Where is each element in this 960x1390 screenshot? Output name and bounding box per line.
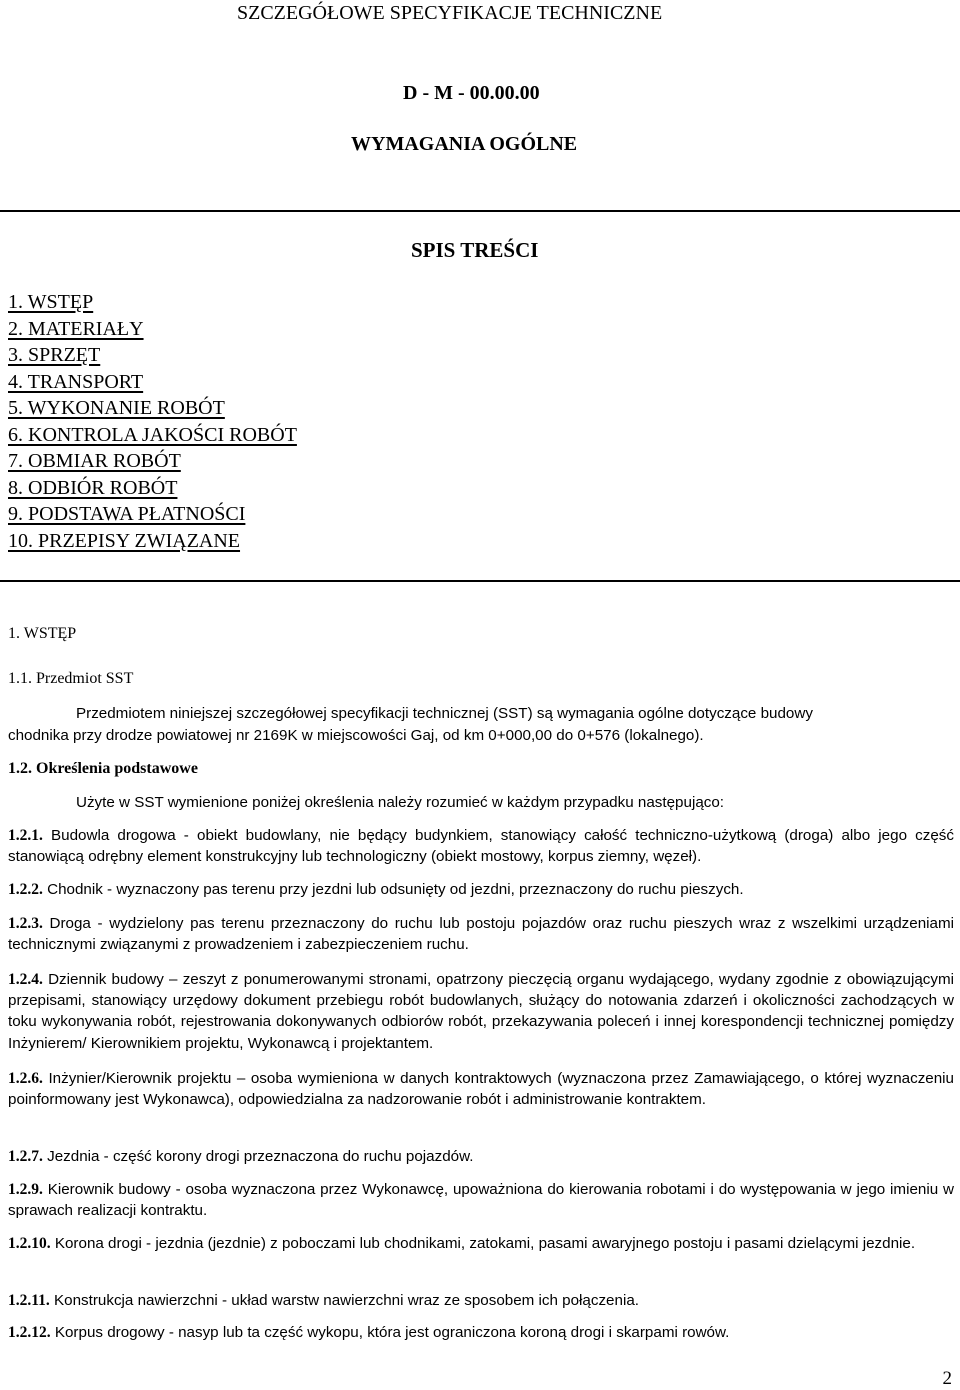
definition-text: Chodnik - wyznaczony pas terenu przy jezdni lub odsunięty od jezdni, przeznaczony do ruchu pieszych. bbox=[47, 881, 744, 898]
toc-item[interactable]: 5. WYKONANIE ROBÓT bbox=[8, 397, 225, 419]
definition-number: 1.2.3. bbox=[8, 915, 43, 932]
definition-item bbox=[8, 1290, 639, 1311]
toc-item[interactable]: 8. ODBIÓR ROBÓT bbox=[8, 476, 178, 499]
definition-text: Kierownik budowy - osoba wyznaczona przez Wykonawcę, upoważniona do kierowania robotami i do występowania w jego imieniu w sprawach realizacji kontraktu. bbox=[8, 1181, 954, 1220]
definition-text: Konstrukcja nawierzchni - układ warstw nawierzchni wraz ze sposobem ich połączenia. bbox=[54, 1292, 639, 1309]
definition-item bbox=[8, 1146, 473, 1167]
toc-item[interactable]: 7. OBMIAR ROBÓT bbox=[8, 450, 181, 472]
definition-item bbox=[8, 1179, 954, 1221]
definition-item bbox=[8, 1233, 954, 1254]
top-divider bbox=[0, 210, 960, 212]
section-heading-1: 1. WSTĘP bbox=[8, 625, 77, 642]
toc-title: SPIS TREŚCI bbox=[411, 238, 539, 262]
definition-text: Korpus drogowy - nasyp lub ta część wykopu, która jest ograniczona koroną drogi i skarpami rowów. bbox=[54, 1324, 730, 1341]
toc-item[interactable]: 10. PRZEPISY ZWIĄZANE bbox=[8, 529, 241, 552]
page-number: 2 bbox=[942, 1368, 952, 1389]
section-heading-1-1: 1.1. Przedmiot SST bbox=[8, 670, 134, 687]
definition-number: 1.2.12. bbox=[8, 1324, 51, 1341]
toc-item[interactable]: 6. KONTROLA JAKOŚCI ROBÓT bbox=[8, 423, 297, 446]
subject-text-line2: chodnika przy drodze powiatowej nr 2169K w miejscowości Gaj, od km 0+000,00 do 0+576 (lokalnego). bbox=[8, 727, 704, 744]
definition-item bbox=[8, 1068, 954, 1110]
definition-text: Jezdnia - część korony drogi przeznaczona do ruchu pojazdów. bbox=[47, 1148, 474, 1165]
section-heading-1-2: 1.2. Określenia podstawowe bbox=[8, 760, 198, 777]
definition-number: 1.2.6. bbox=[8, 1070, 43, 1087]
toc-item[interactable]: 2. MATERIAŁY bbox=[8, 317, 144, 340]
definition-text: Dziennik budowy – zeszyt z ponumerowanymi stronami, opatrzony pieczęcią organu wydającego, wydany zgodnie z obowiązującymi przepisami, stanowiący urzędowy dokument przebiegu robót budowlanych, służący do notowania zdarzeń i okoliczności zachodzących w toku wykonywania robót, rejestrowania dokonywanych odbiorów robót, przekazywania poleceń i innej korespondencji technicznej pomiędzy Inżynierem/ Kierownikiem projektu, Wykonawcą i projektantem. bbox=[8, 971, 954, 1052]
document-title: SZCZEGÓŁOWE SPECYFIKACJE TECHNICZNE bbox=[237, 2, 663, 24]
toc-item[interactable]: 9. PODSTAWA PŁATNOŚCI bbox=[8, 503, 246, 525]
definition-number: 1.2.9. bbox=[8, 1181, 43, 1198]
definitions-intro: Użyte w SST wymienione poniżej określenia należy rozumieć w każdym przypadku następująco: bbox=[76, 794, 725, 811]
toc-divider bbox=[0, 580, 960, 582]
definition-item bbox=[8, 1322, 729, 1343]
subject-text-line1: Przedmiotem niniejszej szczegółowej specyfikacji technicznej (SST) są wymagania ogólne dotyczące budowy bbox=[76, 705, 813, 722]
definition-item bbox=[8, 825, 954, 867]
definition-number: 1.2.2. bbox=[8, 881, 43, 898]
definition-item bbox=[8, 913, 954, 955]
definition-item bbox=[8, 879, 744, 900]
definition-text: Korona drogi - jezdnia (jezdnie) z poboczami lub chodnikami, zatokami, pasami awaryjnego postoju i pasami dzielącymi jezdnie. bbox=[54, 1235, 916, 1252]
toc-list bbox=[8, 289, 297, 554]
definition-item bbox=[8, 969, 954, 1054]
toc-item[interactable]: 1. WSTĘP bbox=[8, 291, 94, 313]
document-subtitle: WYMAGANIA OGÓLNE bbox=[351, 133, 578, 155]
definition-text: Inżynier/Kierownik projektu – osoba wymieniona w danych kontraktowych (wyznaczona przez Zamawiającego, o której wyznaczeniu poinformowany jest Wykonawca), odpowiedzialna za nadzorowanie robót i administrowanie kontraktem. bbox=[8, 1070, 954, 1109]
toc-item[interactable]: 3. SPRZĘT bbox=[8, 344, 101, 366]
definition-number: 1.2.11. bbox=[8, 1292, 50, 1309]
definition-number: 1.2.10. bbox=[8, 1235, 51, 1252]
definition-number: 1.2.1. bbox=[8, 827, 43, 844]
definition-number: 1.2.7. bbox=[8, 1148, 43, 1165]
document-code: D - M - 00.00.00 bbox=[403, 82, 540, 104]
toc-item[interactable]: 4. TRANSPORT bbox=[8, 370, 144, 393]
definition-text: Droga - wydzielony pas terenu przeznaczony do ruchu lub postoju pojazdów oraz ruchu pieszych wraz z wszelkimi urządzeniami technicznymi związanymi z prowadzeniem i zabezpieczeniem ruchu. bbox=[8, 915, 954, 954]
definition-text: Budowla drogowa - obiekt budowlany, nie będący budynkiem, stanowiący całość techniczno-użytkową (droga) albo jego część stanowiącą odrębny element konstrukcyjny lub technologiczny (obiekt mostowy, korpus ziemny, węzeł). bbox=[8, 827, 954, 866]
definition-number: 1.2.4. bbox=[8, 971, 43, 988]
